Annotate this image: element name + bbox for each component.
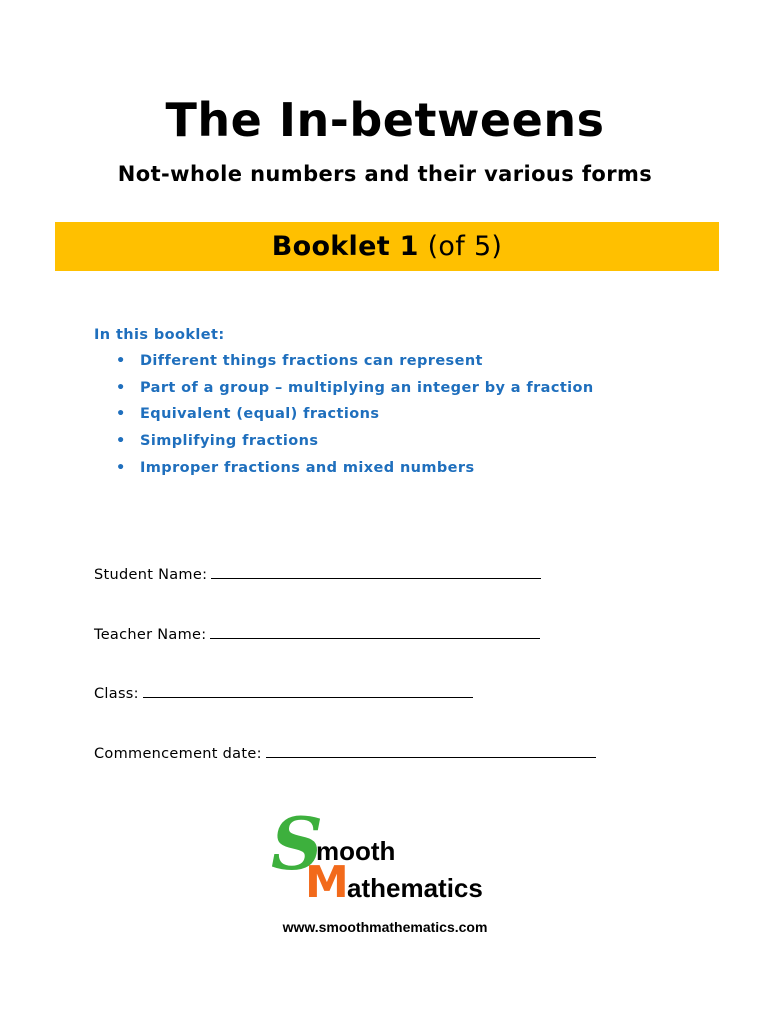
booklet-contents xyxy=(94,325,594,484)
teacher-name-blank[interactable] xyxy=(210,624,540,639)
student-name-label: Student Name: xyxy=(94,567,208,583)
contents-heading: In this booklet: xyxy=(94,327,225,343)
class-blank[interactable] xyxy=(143,683,473,698)
commencement-date-label: Commencement date: xyxy=(94,746,262,762)
student-name-field xyxy=(94,564,541,585)
list-item xyxy=(94,404,594,424)
contents-list xyxy=(94,351,594,478)
list-item xyxy=(94,458,594,478)
commencement-date-blank[interactable] xyxy=(266,743,596,758)
list-item xyxy=(94,378,594,398)
teacher-name-label: Teacher Name: xyxy=(94,627,207,643)
list-item-label: Part of a group – multiplying an integer by a fraction xyxy=(140,379,594,396)
list-item-label: Improper fractions and mixed numbers xyxy=(140,459,475,476)
bullet-icon: • xyxy=(116,459,126,476)
list-item-label: Different things fractions can represent xyxy=(140,353,483,369)
logo-athematics-text: athematics xyxy=(347,873,483,903)
list-item xyxy=(94,351,594,371)
list-item-label: Equivalent (equal) fractions xyxy=(140,406,380,423)
bullet-icon: • xyxy=(116,353,126,369)
list-item xyxy=(94,431,594,451)
bullet-icon: • xyxy=(116,406,126,423)
class-label: Class: xyxy=(94,686,139,702)
booklet-total: (of 5) xyxy=(418,231,503,262)
logo-s-letter: S xyxy=(271,801,323,886)
list-item-label: Simplifying fractions xyxy=(140,433,319,450)
teacher-name-field xyxy=(94,624,540,645)
bullet-icon: • xyxy=(116,433,126,450)
website-url: www.smoothmathematics.com xyxy=(282,919,488,935)
logo-m-letter: M xyxy=(305,857,349,908)
booklet-banner xyxy=(55,222,719,271)
commencement-date-field xyxy=(94,743,596,764)
page-title: The In-betweens xyxy=(165,93,605,147)
booklet-number: Booklet 1 xyxy=(271,231,419,262)
class-field xyxy=(94,683,473,704)
page-subtitle: Not-whole numbers and their various forms xyxy=(117,162,653,186)
smooth-mathematics-logo xyxy=(265,801,505,912)
logo-mooth-text: mooth xyxy=(316,836,396,866)
student-name-blank[interactable] xyxy=(211,564,541,579)
bullet-icon: • xyxy=(116,379,126,396)
